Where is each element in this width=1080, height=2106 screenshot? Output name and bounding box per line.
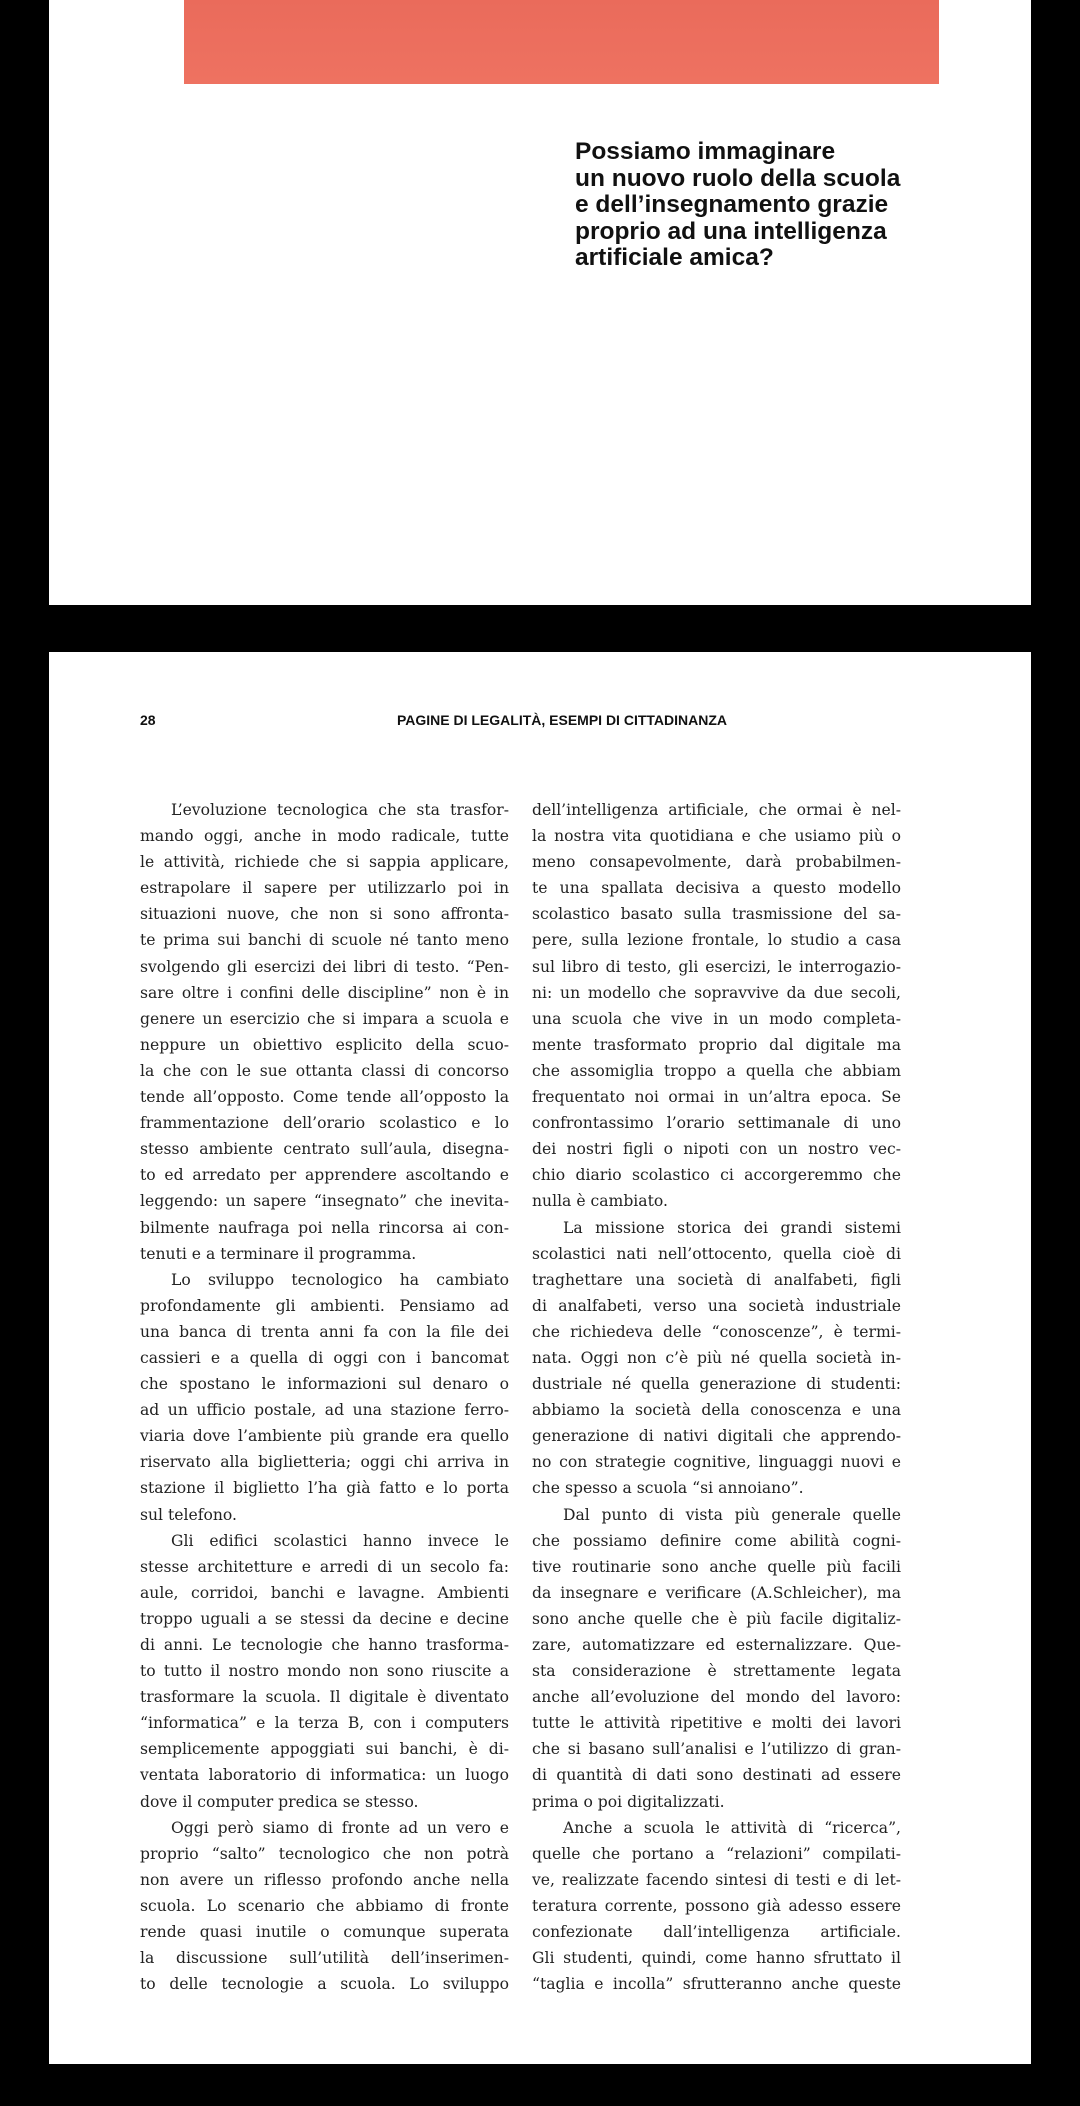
text-line: la nostra vita quotidiana e che usiamo più o <box>532 827 901 846</box>
text-line: tive routinarie sono anche quelle più facili <box>532 1557 901 1576</box>
text-line: leggendo: un sapere “insegnato” che inevita- <box>140 1192 509 1211</box>
text-line: to tutto il nostro mondo non sono riuscite a <box>140 1662 509 1681</box>
text-line: frammentazione dell’orario scolastico e lo <box>140 1114 509 1133</box>
running-head <box>49 712 1031 732</box>
text-line: riservato alla biglietteria; oggi chi arriva in <box>140 1453 509 1472</box>
text-line: anche all’evoluzione del mondo del lavoro: <box>532 1688 901 1707</box>
page-number: 28 <box>140 712 156 728</box>
text-line: genere un esercizio che si impara a scuola e <box>140 1009 509 1028</box>
text-line: sul libro di testo, gli esercizi, le interrogazio- <box>532 957 901 976</box>
text-line: Dal punto di vista più generale quelle <box>563 1505 901 1524</box>
text-line: Gli edifici scolastici hanno invece le <box>171 1531 509 1550</box>
text-line: “taglia e incolla” sfrutteranno anche queste <box>532 1975 901 1994</box>
text-line: La missione storica dei grandi sistemi <box>563 1218 901 1237</box>
text-line: di quantità di dati sono destinati ad essere <box>532 1766 901 1785</box>
text-line: Anche a scuola le attività di “ricerca”, <box>563 1818 901 1837</box>
text-line: ad un ufficio postale, ad una stazione ferro- <box>140 1401 509 1420</box>
section-title: PAGINE DI LEGALITÀ, ESEMPI DI CITTADINANZA <box>396 712 728 728</box>
text-line: pere, sulla lezione frontale, lo studio a casa <box>532 931 901 950</box>
text-line: dustriale né quella generazione di studenti: <box>532 1375 901 1394</box>
document-page-bottom <box>49 652 1031 2064</box>
text-line: trasformare la scuola. Il digitale è diventato <box>140 1688 509 1707</box>
text-line: te una spallata decisiva a questo modello <box>532 879 901 898</box>
text-line: to delle tecnologie a scuola. Lo sviluppo <box>140 1975 509 1994</box>
text-line: quelle che portano a “relazioni” compilati- <box>532 1844 901 1863</box>
text-line: dove il computer predica se stesso. <box>140 1792 419 1811</box>
text-line: confrontassimo l’orario settimanale di uno <box>532 1114 901 1133</box>
text-line: ve, realizzate facendo sintesi di testi e di let- <box>532 1870 901 1889</box>
text-line: stesso ambiente centrato sull’aula, disegna- <box>140 1140 509 1159</box>
text-column-left <box>140 797 509 1997</box>
text-line: tende all’opposto. Come tende all’opposto la <box>140 1088 509 1107</box>
text-line: “informatica” e la terza B, con i computers <box>140 1714 509 1733</box>
text-line: non avere un riflesso profondo anche nella <box>140 1870 509 1889</box>
text-line: stesse architetture e arredi di un secolo fa: <box>140 1557 509 1576</box>
text-line: confezionate dall’intelligenza artificiale. <box>532 1923 901 1942</box>
text-line: to ed arredato per apprendere ascoltando e <box>140 1166 509 1185</box>
text-line: tenuti e a terminare il programma. <box>140 1244 417 1263</box>
text-line: una banca di trenta anni fa con la file dei <box>140 1322 509 1341</box>
text-line: viaria dove l’ambiente più grande era quello <box>140 1427 509 1446</box>
text-line: ventata laboratorio di informatica: un luogo <box>140 1766 509 1785</box>
text-line: profondamente gli ambienti. Pensiamo ad <box>140 1296 509 1315</box>
text-line: dell’intelligenza artificiale, che ormai è nel- <box>532 801 901 819</box>
text-line: prima o poi digitalizzati. <box>532 1792 725 1811</box>
text-column-right <box>532 797 901 1997</box>
text-line: situazioni nuove, che non si sono affronta- <box>140 905 509 924</box>
text-line: tutte le attività ripetitive e molti dei lavori <box>532 1714 901 1733</box>
text-line: troppo uguali a se stessi da decine e decine <box>140 1609 509 1628</box>
text-line: di anni. Le tecnologie che hanno trasforma- <box>140 1636 509 1654</box>
text-line: mente trasformato proprio dal digitale ma <box>532 1035 901 1054</box>
text-line: L’evoluzione tecnologica che sta trasfor- <box>171 801 509 819</box>
text-line: svolgendo gli esercizi dei libri di testo. “Pen- <box>140 957 509 976</box>
text-line: traghettare una società di analfabeti, figli <box>532 1270 901 1289</box>
text-line: abbiamo la società della conoscenza e una <box>532 1401 901 1420</box>
text-line: meno consapevolmente, darà probabilmen- <box>532 853 901 872</box>
text-line: di analfabeti, verso una società industriale <box>532 1296 901 1315</box>
text-line: mando oggi, anche in modo radicale, tutte <box>140 827 509 846</box>
text-line: zare, automatizzare ed esternalizzare. Que- <box>532 1636 901 1654</box>
text-line: nulla è cambiato. <box>532 1192 668 1211</box>
text-line: la che con le sue ottanta classi di concorso <box>140 1061 509 1080</box>
text-line: rende quasi inutile o comunque superata <box>140 1923 509 1942</box>
text-line: proprio “salto” tecnologico che non potrà <box>140 1844 509 1863</box>
text-line: ni: un modello che sopravvive da due secoli, <box>532 983 901 1002</box>
text-line: che possiamo definire come abilità cogni- <box>532 1531 901 1550</box>
pull-quote <box>575 139 975 272</box>
text-line: che richiedeva delle “conoscenze”, è termi- <box>532 1322 901 1341</box>
text-line: sare oltre i confini delle discipline” non è in <box>140 983 509 1002</box>
text-line: bilmente naufraga poi nella rincorsa ai con- <box>140 1218 509 1237</box>
text-line: Gli studenti, quindi, come hanno sfruttato il <box>532 1949 901 1968</box>
text-line: le attività, richiede che si sappia applicare, <box>140 853 509 872</box>
text-line: generazione di nativi digitali che apprendo- <box>532 1427 901 1446</box>
text-line: Lo sviluppo tecnologico ha cambiato <box>171 1270 509 1289</box>
text-line: teratura corrente, possono già adesso essere <box>532 1896 901 1915</box>
pull-quote-line: Possiamo immaginare <box>575 138 836 165</box>
text-line: scolastico basato sulla trasmissione del sa- <box>532 905 901 924</box>
text-line: estrapolare il sapere per utilizzarlo poi in <box>140 879 509 898</box>
text-line: che spesso a scuola “si annoiano”. <box>532 1479 804 1498</box>
pull-quote-line: artificiale amica? <box>575 244 774 271</box>
pull-quote-line: proprio ad una intelligenza <box>575 217 887 245</box>
text-line: da insegnare e verificare (A.Schleicher), ma <box>532 1583 901 1602</box>
text-line: stazione il biglietto l’ha già fatto e lo porta <box>140 1479 509 1498</box>
decorative-banner <box>184 0 939 84</box>
text-line: scolastici nati nell’ottocento, quella cioè di <box>532 1244 901 1263</box>
text-line: neppure un obiettivo esplicito della scuo- <box>140 1035 509 1054</box>
text-line: frequentato noi ormai in un’altra epoca. Se <box>532 1088 901 1107</box>
text-line: dei nostri figli o nipoti con un nostro vec- <box>532 1140 901 1159</box>
text-line: una scuola che vive in un modo completa- <box>532 1009 901 1028</box>
text-line: scuola. Lo scenario che abbiamo di fronte <box>140 1896 509 1915</box>
text-line: che si basano sull’analisi e l’utilizzo di gran- <box>532 1740 901 1759</box>
text-line: nata. Oggi non c’è più né quella società in- <box>532 1348 901 1367</box>
text-line: cassieri e a quella di oggi con i bancomat <box>140 1348 509 1367</box>
text-line: chio diario scolastico ci accorgeremmo che <box>532 1166 901 1185</box>
text-line: no con strategie cognitive, linguaggi nuovi e <box>532 1453 901 1472</box>
text-line: che spostano le informazioni sul denaro o <box>140 1375 509 1394</box>
text-line: aule, corridoi, banchi e lavagne. Ambienti <box>140 1583 509 1602</box>
text-line: Oggi però siamo di fronte ad un vero e <box>171 1818 509 1837</box>
text-line: sono anche quelle che è più facile digitaliz- <box>532 1609 901 1628</box>
document-page-top <box>49 0 1031 605</box>
pull-quote-line: un nuovo ruolo della scuola <box>575 164 901 192</box>
text-line: semplicemente appoggiati sui banchi, è di- <box>140 1740 509 1759</box>
text-line: la discussione sull’utilità dell’inserimen- <box>140 1949 509 1968</box>
text-line: che assomiglia troppo a quella che abbiam <box>532 1061 901 1080</box>
text-line: sta considerazione è strettamente legata <box>532 1662 901 1681</box>
pull-quote-line: e dell’insegnamento grazie <box>575 191 889 218</box>
text-line: sul telefono. <box>140 1505 237 1524</box>
text-line: te prima sui banchi di scuole né tanto meno <box>140 931 509 950</box>
